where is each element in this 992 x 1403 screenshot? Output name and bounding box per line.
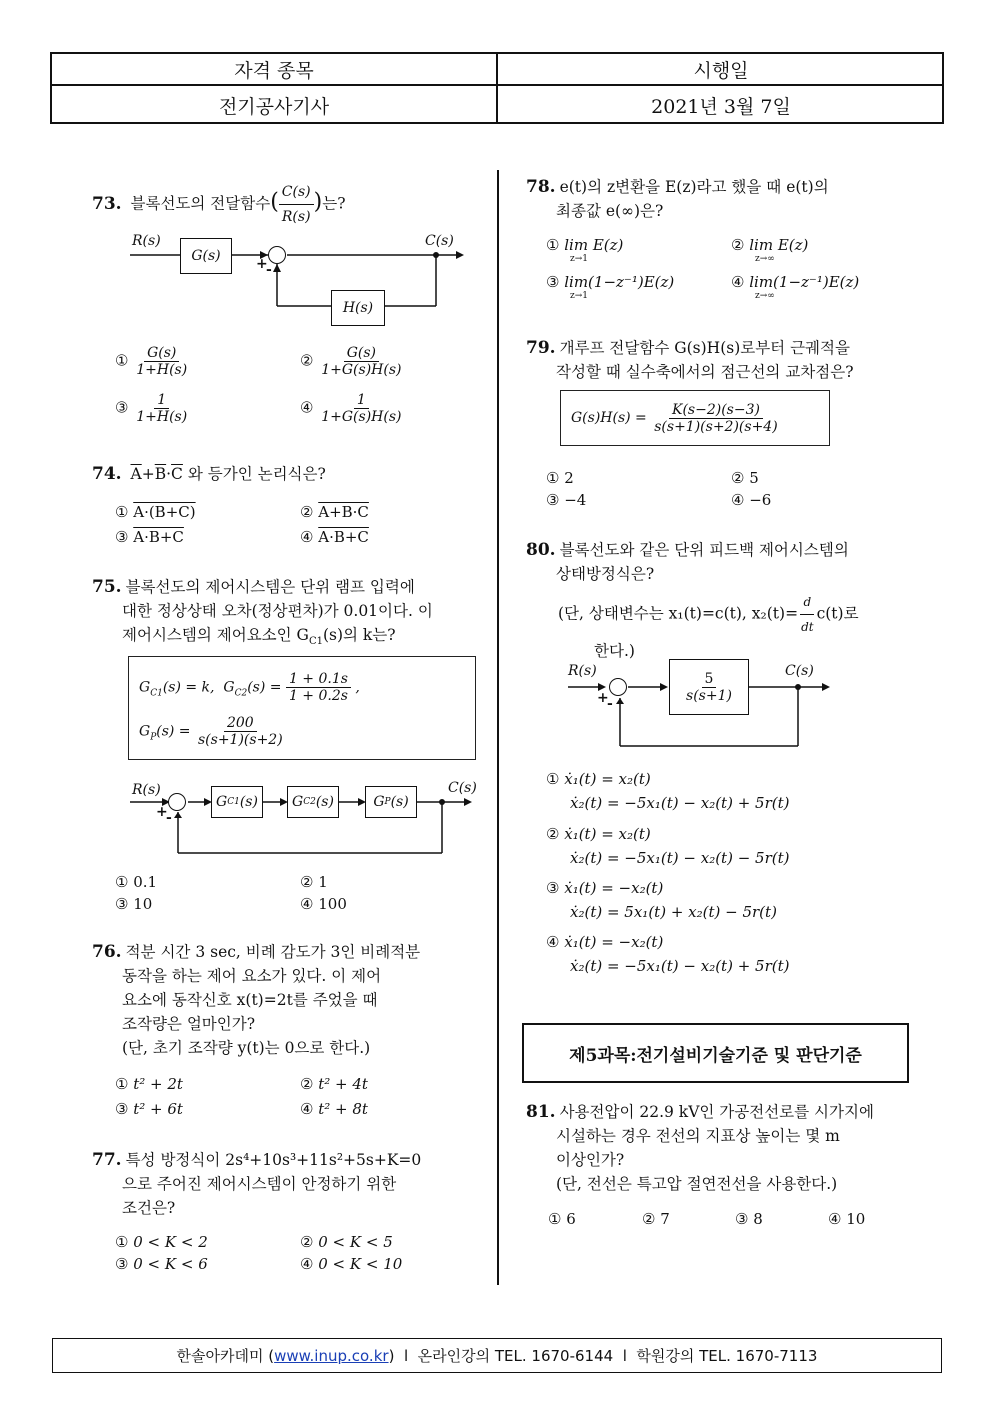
question-78: 78. e(t)의 z변환을 E(z)라고 했을 때 e(t)의 최종값 e(∞)은?	[526, 177, 829, 220]
question-77: 77. 특성 방정식이 2s⁴+10s³+11s²+5s+K=0 으로 주어진 제어시스템이 안정하기 위한 조건은?	[92, 1150, 422, 1217]
block-gc1: G C1 (s)	[211, 786, 263, 818]
question-75: 75. 블록선도의 제어시스템은 단위 램프 입력에 대한 정상상태 오차(정상편차)가 0.01이다. 이 제어시스템의 제어요소인 $G_{C1}(s)$의 k는?	[92, 577, 433, 648]
frac-numerator: C(s)	[279, 180, 314, 205]
choice-80-3[interactable]: ③ ẋ₁(t) = −x₂(t) ẋ₂(t) = 5x₁(t) + x₂(t) − 5r(t)	[546, 879, 777, 921]
footer	[52, 1338, 942, 1373]
choice-76-1[interactable]: ① t² + 2t	[115, 1075, 183, 1093]
logic-expression: $\overline{A}+\overline{B}\cdot\overline{C}$	[130, 465, 183, 483]
choice-73-3[interactable]: ③ $\frac{1}{1+H(s)}$	[115, 392, 188, 425]
diagram-input-label: R(s)	[568, 663, 597, 679]
diagram-output-label: C(s)	[425, 233, 454, 249]
given-box-79: G(s)H(s) = $\frac{K(s-2)(s-3)}{s(s+1)(s+2)(s+4)}$	[560, 390, 830, 446]
plus-sign: +	[597, 690, 609, 706]
header-col2-title: 시행일	[498, 54, 944, 86]
question-80: 80. 블록선도와 같은 단위 피드백 제어시스템의 상태방정식은? (단, 상태변수는 x₁(t)=c(t), x₂(t)= $\frac{d}{dt}$ c(t)로 한다.)	[526, 540, 859, 660]
plus-sign: +	[156, 804, 168, 820]
diagram-input-label: R(s)	[132, 233, 161, 249]
choice-73-4[interactable]: ④ $\frac{1}{1+G(s)H(s)}$	[300, 392, 402, 425]
block-gp: G P (s)	[365, 786, 417, 818]
choice-76-3[interactable]: ③ t² + 6t	[115, 1100, 183, 1118]
footer-contact: ) l 온라인강의 TEL. 1670-6144 l 학원강의 TEL. 1670-7113	[388, 1347, 818, 1365]
minus-sign: -	[166, 810, 172, 826]
choice-74-1[interactable]: ① A·(B+C)	[115, 503, 196, 521]
choice-79-1[interactable]: ① 2	[546, 469, 574, 487]
choice-79-4[interactable]: ④ −6	[731, 491, 772, 509]
choice-76-2[interactable]: ② t² + 4t	[300, 1075, 368, 1093]
summing-junction	[168, 793, 186, 811]
block-g: G(s)	[180, 238, 232, 274]
section-title-5: 제5과목:전기설비기술기준 및 판단기준	[522, 1023, 909, 1083]
minus-sign: -	[266, 262, 272, 278]
minus-sign: -	[607, 696, 613, 712]
block-plant: $\frac{5}{s(s+1)}$	[669, 659, 749, 715]
choice-74-2[interactable]: ② A+B·C	[300, 503, 369, 521]
header-table	[50, 52, 944, 124]
diagram-input-label: R(s)	[132, 782, 161, 798]
choice-75-3[interactable]: ③ 10	[115, 895, 153, 913]
choice-76-4[interactable]: ④ t² + 8t	[300, 1100, 368, 1118]
choice-78-2[interactable]: ② lim E(z) z→∞	[731, 236, 809, 264]
choice-79-3[interactable]: ③ −4	[546, 491, 587, 509]
plus-sign: +	[256, 256, 268, 272]
question-number: 73.	[92, 193, 122, 214]
question-76: 76. 적분 시간 3 sec, 비례 감도가 3인 비례적분 동작을 하는 제어 요소가 있다. 이 제어 요소에 동작신호 x(t)=2t를 주었을 때 조작량은 얼마인가? (단, 초기 조작량 y(t)는 0으로 한다.)	[92, 942, 421, 1057]
choice-81-2[interactable]: ② 7	[642, 1210, 670, 1228]
footer-url-link[interactable]: www.inup.co.kr	[274, 1346, 389, 1365]
choice-77-3[interactable]: ③ 0 < K < 6	[115, 1255, 208, 1273]
choice-77-1[interactable]: ① 0 < K < 2	[115, 1233, 208, 1251]
choice-73-1[interactable]: ① $\frac{G(s)}{1+H(s)}$	[115, 345, 188, 378]
question-81: 81. 사용전압이 22.9 kV인 가공전선로를 시가지에 시설하는 경우 전선의 지표상 높이는 몇 m 이상인가? (단, 전선은 특고압 절연전선을 사용한다.)	[526, 1102, 874, 1193]
header-col1-title: 자격 종목	[52, 54, 498, 86]
choice-77-2[interactable]: ② 0 < K < 5	[300, 1233, 393, 1251]
question-79: 79. 개루프 전달함수 G(s)H(s)로부터 근궤적을 작성할 때 실수축에서의 점근선의 교차점은?	[526, 338, 854, 381]
choice-75-1[interactable]: ① 0.1	[115, 873, 158, 891]
footer-academy: 한솔아카데미 (	[176, 1347, 275, 1365]
choice-74-3[interactable]: ③ A·B+C	[115, 528, 184, 546]
choice-80-4[interactable]: ④ ẋ₁(t) = −x₂(t) ẋ₂(t) = −5x₁(t) − x₂(t) + 5r(t)	[546, 933, 790, 975]
block-gc2: G C2 (s)	[287, 786, 339, 818]
choice-80-2[interactable]: ② ẋ₁(t) = x₂(t) ẋ₂(t) = −5x₁(t) − x₂(t) − 5r(t)	[546, 825, 790, 867]
choice-81-4[interactable]: ④ 10	[828, 1210, 866, 1228]
choice-75-2[interactable]: ② 1	[300, 873, 328, 891]
choice-78-4[interactable]: ④ lim(1−z⁻¹)E(z) z→∞	[731, 273, 860, 301]
header-col2-value: 2021년 3월 7일	[651, 95, 791, 118]
diagram-output-label: C(s)	[785, 663, 814, 679]
column-divider	[497, 170, 499, 1285]
choice-81-1[interactable]: ① 6	[548, 1210, 576, 1228]
choice-79-2[interactable]: ② 5	[731, 469, 759, 487]
choice-75-4[interactable]: ④ 100	[300, 895, 347, 913]
given-box-75: $G_{C1}(s) = k$, $G_{C2}(s)$ = $\frac{1 + 0.1s}{1 + 0.2s}$ , $G_P(s)$ = $\frac{200}{s(s+1)(s+2)}$	[128, 656, 476, 760]
question-text-end: 는?	[322, 194, 346, 213]
choice-74-4[interactable]: ④ A·B+C	[300, 528, 369, 546]
choice-78-1[interactable]: ① lim E(z) z→1	[546, 236, 624, 264]
choice-80-1[interactable]: ① ẋ₁(t) = x₂(t) ẋ₂(t) = −5x₁(t) − x₂(t) + 5r(t)	[546, 770, 790, 812]
summing-junction	[609, 678, 627, 696]
choice-73-2[interactable]: ② $\frac{G(s)}{1+G(s)H(s)}$	[300, 345, 402, 378]
choice-81-3[interactable]: ③ 8	[735, 1210, 763, 1228]
question-74	[92, 462, 492, 486]
block-h: H(s)	[331, 290, 385, 326]
header-col1-value: 전기공사기사	[52, 86, 498, 124]
choice-77-4[interactable]: ④ 0 < K < 10	[300, 1255, 403, 1273]
frac-denominator: R(s)	[281, 209, 311, 225]
question-text: 블록선도의 전달함수	[130, 194, 271, 213]
question-text: 와 등가인 논리식은?	[187, 465, 326, 483]
choice-78-3[interactable]: ③ lim(1−z⁻¹)E(z) z→1	[546, 273, 675, 301]
diagram-output-label: C(s)	[448, 780, 477, 796]
question-number: 74.	[92, 464, 122, 484]
question-73: 73. 블록선도의 전달함수( $\frac{C(s)}{R(s)}$ )는?	[92, 180, 492, 229]
